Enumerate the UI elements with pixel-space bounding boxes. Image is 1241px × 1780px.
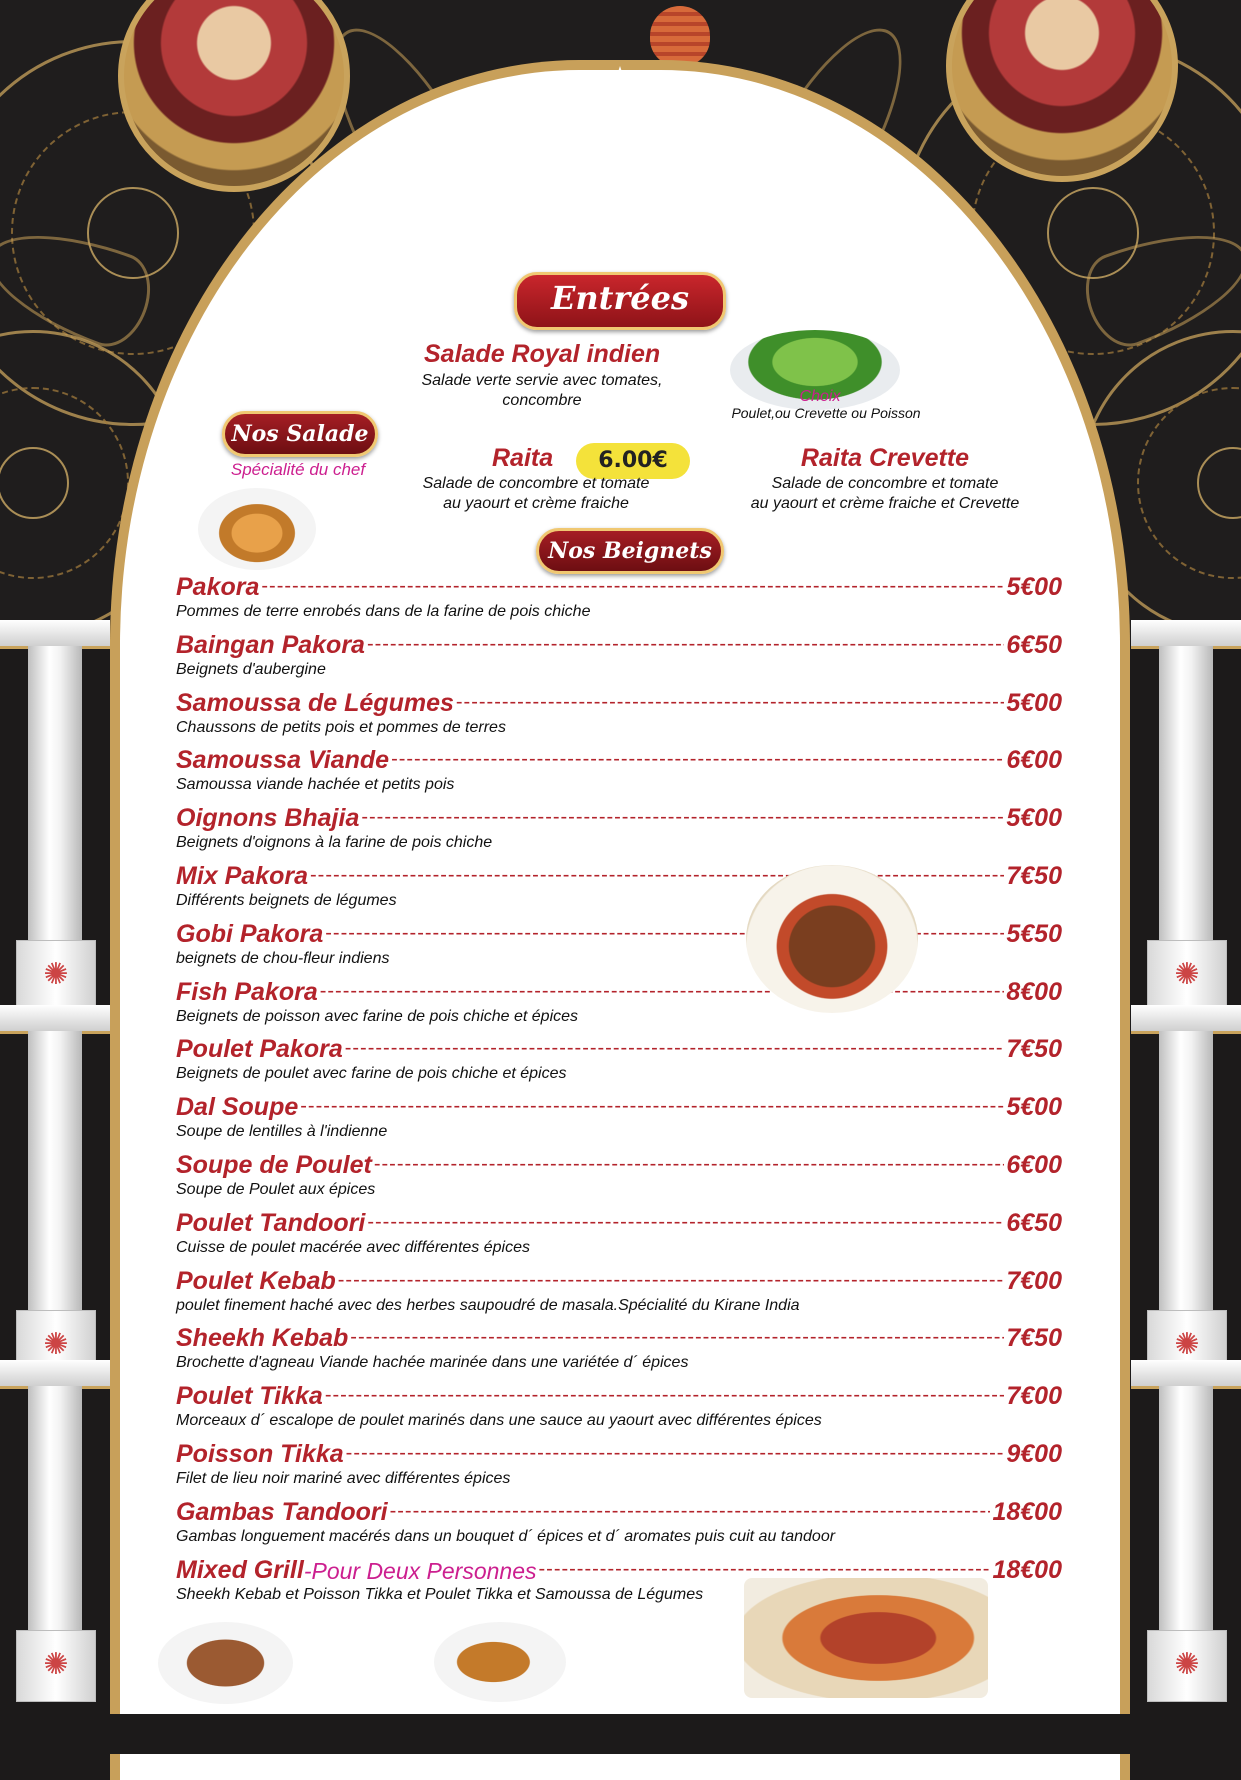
menu-item-price: 5€00 [1006,804,1062,833]
salade-royal-title: Salade Royal indien [424,340,661,368]
menu-item-line [176,1495,1062,1527]
menu-item-description: Beignets de poisson avec farine de pois chiche et épices [176,1007,579,1025]
menu-item-line [176,743,1062,775]
menu-item-price: 6€50 [1006,630,1062,659]
menu-item-description: Brochette d'agneau Viande hachée marinée dans une variétée d´ épices [176,1354,689,1372]
menu-item-price: 7€50 [1006,1035,1062,1064]
menu-item [176,859,1062,915]
choix-title: Choix [799,388,841,405]
menu-item-price: 5€00 [1006,1093,1062,1122]
menu-item [176,1379,1062,1435]
menu-item-leader [361,806,1004,829]
menu-item-name: Mix Pakora [176,862,309,890]
menu-item-leader [390,1500,991,1523]
menu-item-name: Poisson Tikka [176,1440,344,1468]
menu-item-name: Poulet Tikka [176,1382,323,1411]
menu-item-line [176,917,1062,949]
menu-item-name: Gobi Pakora [176,919,324,948]
menu-item-price: 18€00 [992,1497,1062,1526]
menu-item-description: Sheekh Kebab et Poisson Tikka et Poulet Tikka et Samoussa de Légumes [176,1585,704,1603]
pillar-right [1131,620,1241,1715]
menu-item-description: beignets de chou-fleur indiens [176,949,390,967]
menu-item-description: Soupe de lentilles à l'indienne [176,1123,388,1141]
salade-royal-desc-1: Salade verte servie avec tomates, [421,372,663,389]
menu-item-leader [261,575,1004,598]
menu-item-leader [345,1037,1005,1060]
menu-item [176,743,1062,799]
menu-item-leader [367,633,1004,656]
menu-item [176,1264,1062,1320]
menu-item-description: Chaussons de petits pois et pommes de terres [176,718,506,736]
menu-item-price: 7€50 [1006,1324,1062,1353]
menu-item-leader [338,1269,1005,1292]
menu-item-name: Pakora [176,573,260,601]
menu-item [176,975,1062,1031]
menu-item [176,1437,1062,1493]
menu-item-line [176,1148,1062,1180]
nos-beignets-banner: Nos Beignets [536,528,724,574]
raita-crevette-title: Raita Crevette [800,444,970,472]
menu-item-price: 9€00 [1006,1440,1062,1468]
menu-item-name: Baingan Pakora [176,630,365,659]
menu-item-name: Poulet Tandoori [176,1208,366,1237]
menu-item-name: Mixed Grill [176,1555,304,1584]
menu-item-line [176,1321,1062,1353]
entrees-banner: Entrées [514,272,726,330]
menu-item-price: 6€00 [1006,1151,1062,1179]
menu-item-leader [320,980,1005,1003]
menu-item [176,1206,1062,1262]
menu-item-price: 5€50 [1006,919,1062,948]
menu-item-leader [346,1442,1005,1465]
menu-item [176,801,1062,857]
menu-item-line [176,1379,1062,1411]
menu-item-price: 6€50 [1006,1208,1062,1237]
menu-item-line [176,570,1062,602]
menu-item-name: Gambas Tandoori [176,1497,388,1526]
menu-item-line [176,1437,1062,1469]
menu-item-description: Gambas longuement macérés dans un bouquet d´ épices et d´ aromates puis cuit au tandoor [176,1527,836,1545]
menu-item-description: Beignets d'aubergine [176,660,326,678]
menu-item-leader [374,1153,1005,1176]
raita-price-badge: 6.00€ [576,443,690,479]
menu-item-line [176,686,1062,718]
menu-item-leader [300,1095,1004,1118]
menu-item-name: Fish Pakora [176,977,318,1006]
raita-crevette-desc-1: Salade de concombre et tomate [771,475,999,492]
mixed-grill-image [744,1578,988,1698]
samosa-image [198,488,316,570]
nos-salade-banner: Nos Salade [222,411,378,457]
raita-crevette-desc-2: au yaourt et crème fraiche et Crevette [750,495,1020,512]
menu-item-subtitle: -Pour Deux Personnes [303,1557,537,1584]
menu-item-price: 5€00 [1006,573,1062,601]
menu-item-price: 8€00 [1006,977,1062,1006]
raita-desc-1: Salade de concombre et tomate [422,475,650,492]
menu-item-name: Poulet Pakora [176,1035,343,1064]
raita-title: Raita [492,444,554,472]
menu-item-line [176,975,1062,1007]
menu-item-name: Sheekh Kebab [176,1324,349,1353]
menu-item-line [176,1090,1062,1122]
menu-item-description: Cuisse de poulet macérée avec différentes épices [176,1238,530,1256]
menu-item-leader [350,1326,1004,1349]
menu-item-line [176,628,1062,660]
menu-item-price: 18€00 [992,1555,1062,1584]
menu-item-name: Soupe de Poulet [176,1151,372,1179]
menu-item-description: Soupe de Poulet aux épices [176,1181,376,1198]
salade-royal-desc-2: concombre [502,392,582,409]
menu-item-price: 6€00 [1006,746,1062,775]
menu-item-description: Morceaux d´ escalope de poulet marinés dans une sauce au yaourt avec différentes épices [176,1412,822,1430]
raita-desc-2: au yaourt et crème fraiche [443,495,629,512]
menu-item [176,686,1062,742]
menu-item [176,628,1062,684]
menu-item-description: Beignets de poulet avec farine de pois chiche et épices [176,1065,567,1083]
menu-item-name: Samoussa Viande [176,746,390,775]
menu-item-line [176,859,1062,891]
menu-item-description: Beignets d'oignons à la farine de pois chiche [176,834,493,852]
choix-desc: Poulet,ou Crevette ou Poisson [731,405,921,421]
menu-item-price: 7€00 [1006,1266,1062,1295]
pakora-plate-image [434,1622,566,1702]
menu-item [176,917,1062,973]
nos-salade-subtitle: Spécialité du chef [230,460,366,479]
menu-item-name: Samoussa de Légumes [176,688,454,717]
menu-item-name: Dal Soupe [176,1093,299,1122]
menu-item [176,1321,1062,1377]
pillar-left [0,620,110,1715]
menu-item-description: Différents beignets de légumes [176,892,397,909]
menu-item-name: Poulet Kebab [176,1266,336,1295]
menu-item-name: Oignons Bhajia [176,804,360,833]
menu-item-description: Samoussa viande hachée et petits pois [176,776,455,794]
menu-item-line [176,1206,1062,1238]
menu-item-description: Pommes de terre enrobés dans de la farine de pois chiche [176,603,591,620]
menu-item-leader [310,864,1004,887]
kebab-plate-image [746,865,918,1013]
turban-icon [650,6,710,66]
seekh-kebab-image [158,1622,293,1704]
menu-item-line [176,1264,1062,1296]
menu-item-description: poulet finement haché avec des herbes saupoudré de masala.Spécialité du Kirane India [176,1296,800,1314]
menu-item-leader [391,748,1004,771]
menu-item-line [176,1032,1062,1064]
menu-item [176,1032,1062,1088]
menu-item [176,1090,1062,1146]
menu-item-leader [456,691,1004,714]
menu-item-leader [367,1211,1004,1234]
menu-item [176,570,1062,626]
menu-item-line [176,801,1062,833]
menu-item-price: 7€00 [1006,1382,1062,1411]
menu-item-description: Filet de lieu noir mariné avec différentes épices [176,1470,511,1487]
menu-item-price: 7€50 [1006,862,1062,890]
bottom-band [0,1714,1241,1754]
menu-item [176,1495,1062,1551]
menu-item-price: 5€00 [1006,688,1062,717]
menu-item-leader [325,1384,1005,1407]
menu-item [176,1148,1062,1204]
